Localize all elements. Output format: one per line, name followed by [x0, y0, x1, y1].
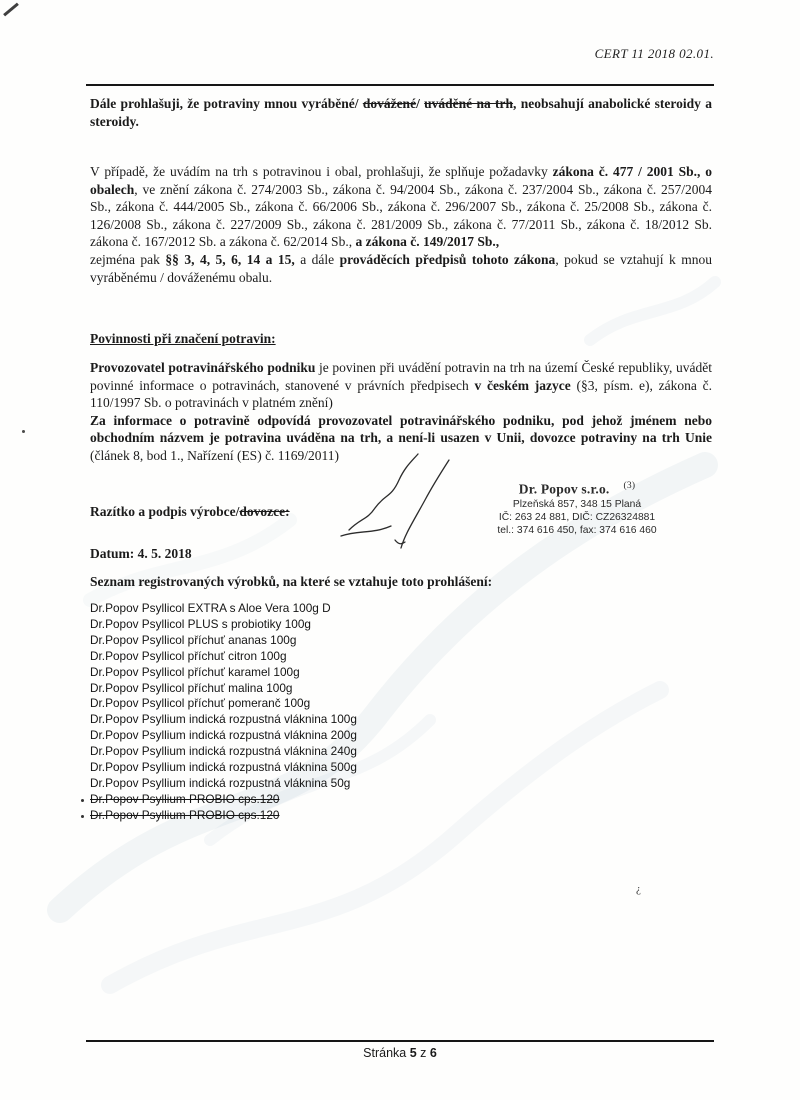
paragraph-text: je povinen při uvádění potravin na trh na území České republiky, uvádět povinné informace o potravinách, stanovené v právních předpisech	[90, 360, 712, 393]
product-list-item-struck: Dr.Popov Psyllium PROBIO cps.120	[90, 792, 550, 808]
product-list-item: Dr.Popov Psyllicol příchuť pomeranč 100g	[90, 696, 311, 711]
declaration-text: , neobsahují anabolické steroidy a steroidy.	[90, 96, 712, 129]
stamp-company-text: Dr. Popov s.r.o.	[518, 481, 610, 497]
paragraph-text: a dále	[294, 251, 340, 267]
law-reference-bold: zákona č. 477 / 2001 Sb., o obalech	[90, 164, 712, 197]
stamp-superscript: (3)	[623, 481, 636, 491]
declaration-paragraph	[90, 95, 712, 130]
footer-current-page: 5	[409, 1046, 417, 1060]
struck-option-marketed: uváděné na trh	[424, 96, 514, 111]
declaration-text: Dále prohlašuji, že potraviny mnou vyráběné/	[90, 96, 363, 111]
product-list-item: Dr.Popov Psyllicol příchuť malina 100g	[90, 680, 293, 695]
handwritten-signature	[335, 452, 455, 552]
product-list-item: Dr.Popov Psyllicol EXTRA s Aloe Vera 100g D	[90, 601, 331, 615]
product-list-item: Dr.Popov Psyllicol příchuť karamel 100g	[90, 664, 300, 679]
product-list-item: Dr.Popov Psyllium indická rozpustná vláknina 200g	[90, 728, 357, 743]
product-list-item: Dr.Popov Psyllicol příchuť ananas 100g	[90, 632, 297, 647]
products-list-heading: Seznam registrovaných výrobků, na které se vztahuje toto prohlášení:	[90, 574, 493, 589]
scan-artifact-corner	[3, 3, 19, 17]
product-list-item-struck: Dr.Popov Psyllium PROBIO cps.120	[90, 808, 550, 824]
paragraph-text: (§3, písm. e), zákona č. 110/1997 Sb. o potravinách v platném znění)	[90, 377, 712, 411]
declaration-text: /	[416, 96, 425, 111]
footer-of-label: z	[416, 1046, 430, 1060]
paragraph-text: , pokud se vztahují k mnou vyráběnému / dováženému obalu.	[90, 251, 712, 285]
product-list-item: Dr.Popov Psyllicol příchuť citron 100g	[90, 648, 287, 663]
stamp-address: Plzeňská 857, 348 15 Planá	[512, 498, 642, 510]
registered-products-list	[90, 601, 550, 824]
footer-label: Stránka	[363, 1046, 410, 1060]
product-list-item: Dr.Popov Psyllium indická rozpustná vláknina 240g	[90, 744, 357, 759]
paragraph-text: (článek 8, bod 1., Nařízení (ES) č. 1169/2011)	[90, 447, 340, 463]
date-line: Datum: 4. 5. 2018	[90, 546, 192, 561]
document-reference: CERT 11 2018 02.01.	[594, 46, 714, 61]
czech-language-bold: v českém jazyce	[474, 377, 571, 393]
stamp-registration-ids: IČ: 263 24 881, DIČ: CZ26324881	[498, 511, 656, 523]
footer-divider	[86, 1040, 714, 1042]
paragraph-text: V případě, že uvádím na trh s potravinou i obal, prohlašuji, že splňuje požadavky	[90, 164, 553, 179]
label-text: Razítko a podpis výrobce/	[90, 504, 240, 519]
product-list-item: Dr.Popov Psyllium indická rozpustná vláknina 500g	[90, 760, 357, 775]
product-list-item: Dr.Popov Psyllicol PLUS s probiotiky 100g	[90, 616, 311, 631]
product-list-item: Dr.Popov Psyllium indická rozpustná vláknina 50g	[90, 775, 351, 790]
footer-total-pages: 6	[429, 1046, 437, 1060]
stamp-company-name	[472, 481, 682, 498]
labeling-duties-heading: Povinnosti při značení potravin:	[90, 331, 276, 346]
labeling-duties-paragraph	[90, 359, 712, 465]
stamp-signature-label	[90, 503, 290, 521]
stamp-phone-fax: tel.: 374 616 450, fax: 374 616 460	[497, 524, 657, 536]
responsibility-bold: Za informace o potravině odpovídá provozovatel potravinářského podniku, pod jehož jménem nebo obchodním názvem je potravina uváděna na trh, a není-li usazen v Unii, dovozce potraviny na trh Unie	[90, 412, 712, 446]
struck-importer-label: dovozce:	[239, 504, 290, 519]
packaging-law-paragraph	[90, 163, 712, 286]
sections-bold: §§ 3, 4, 5, 6, 14 a 15,	[165, 251, 295, 267]
page-number-footer	[0, 1046, 800, 1060]
company-stamp	[472, 481, 682, 537]
struck-option-imported: dovážené	[362, 96, 417, 111]
scan-artifact-dot	[22, 430, 25, 433]
product-list-item: Dr.Popov Psyllium indická rozpustná vláknina 100g	[90, 712, 357, 727]
law-amendment-bold: a zákona č. 149/2017 Sb.,	[355, 234, 500, 250]
paragraph-text: , ve znění zákona č. 274/2003 Sb., zákona č. 94/2004 Sb., zákona č. 237/2004 Sb., zákona č. 257/2004 Sb., zákona č. 444/2005 Sb., zákona č. 66/2006 Sb., zákona č. 296/2007 Sb., zákona č. 25/2008 Sb., zákona č. 126/2008 Sb., zákona č. 227/2009 Sb., zákona č. 281/2009 Sb., zákona č. 77/2011 Sb., zákona č. 18/2012 Sb. zákona č. 167/2012 Sb. a zákona č. 62/2014 Sb.,	[90, 181, 712, 250]
operator-bold: Provozovatel potravinářského podniku	[90, 360, 316, 375]
scan-artifact-mark: ¿	[636, 883, 641, 895]
regulations-bold: prováděcích předpisů tohoto zákona	[339, 251, 556, 267]
paragraph-text: zejména pak	[90, 251, 166, 267]
header-divider	[86, 84, 714, 86]
